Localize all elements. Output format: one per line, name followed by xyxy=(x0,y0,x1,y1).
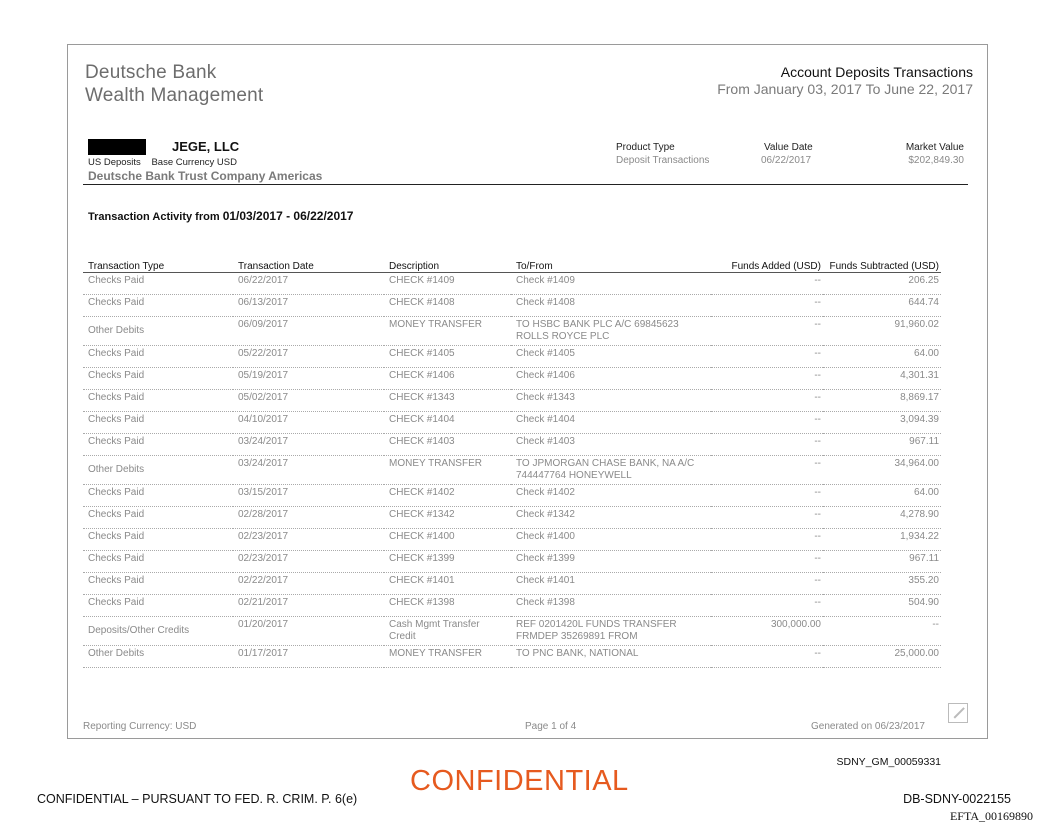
cell-transaction-date-text: 03/15/2017 xyxy=(238,487,289,498)
base-currency: Base Currency USD xyxy=(151,157,237,168)
cell-transaction-date-text: 01/20/2017 xyxy=(238,619,289,630)
cell-transaction-type xyxy=(83,368,233,390)
product-type-label: Product Type xyxy=(616,142,675,153)
cell-funds-subtracted xyxy=(823,529,941,551)
cell-transaction-type xyxy=(83,595,233,617)
cell-to-from xyxy=(511,573,711,595)
cell-transaction-type-text: Checks Paid xyxy=(88,414,145,425)
cell-description-text: CHECK #1409 xyxy=(389,275,455,286)
cell-funds-added-text: -- xyxy=(814,414,821,425)
table-row xyxy=(83,412,941,434)
activity-heading-label: Transaction Activity from xyxy=(88,211,223,223)
activity-heading xyxy=(88,209,353,223)
cell-funds-subtracted-text: 34,964.00 xyxy=(894,458,939,469)
cell-funds-added-text: -- xyxy=(814,348,821,359)
report-date-range: From January 03, 2017 To June 22, 2017 xyxy=(717,81,973,97)
cell-transaction-type xyxy=(83,456,233,485)
cell-transaction-type-text: Checks Paid xyxy=(88,392,145,403)
cell-description-text: Cash Mgmt Transfer xyxy=(389,619,480,630)
cell-funds-added xyxy=(711,346,823,368)
cell-transaction-type-text: Other Debits xyxy=(88,325,145,336)
table-row xyxy=(83,507,941,529)
cell-transaction-date-text: 04/10/2017 xyxy=(238,414,289,425)
transactions-body xyxy=(83,273,941,668)
cell-description xyxy=(384,617,511,646)
cell-transaction-date xyxy=(233,273,384,295)
cell-description xyxy=(384,551,511,573)
cell-funds-added xyxy=(711,317,823,346)
market-value-value: $202,849.30 xyxy=(908,155,964,166)
cell-to-from xyxy=(511,412,711,434)
cell-funds-subtracted xyxy=(823,368,941,390)
column-header-date: Transaction Date xyxy=(233,255,384,273)
cell-to-from-text: TO HSBC BANK PLC A/C 69845623 xyxy=(516,319,679,330)
cell-funds-subtracted xyxy=(823,317,941,346)
cell-transaction-type-text: Checks Paid xyxy=(88,509,145,520)
cell-to-from xyxy=(511,529,711,551)
cell-description-text: CHECK #1404 xyxy=(389,414,455,425)
cell-funds-added-text: -- xyxy=(814,509,821,520)
table-row xyxy=(83,456,941,485)
cell-funds-subtracted xyxy=(823,617,941,646)
cell-transaction-date-text: 05/02/2017 xyxy=(238,392,289,403)
cell-funds-subtracted xyxy=(823,485,941,507)
cell-transaction-date-text: 06/09/2017 xyxy=(238,319,289,330)
cell-funds-added-text: -- xyxy=(814,436,821,447)
cell-to-from xyxy=(511,485,711,507)
cell-transaction-date xyxy=(233,617,384,646)
cell-description-text: CHECK #1402 xyxy=(389,487,455,498)
cell-to-from-text: Check #1342 xyxy=(516,509,575,520)
cell-transaction-type-text: Checks Paid xyxy=(88,297,145,308)
cell-to-from xyxy=(511,595,711,617)
cell-to-from-text: Check #1404 xyxy=(516,414,575,425)
header-divider xyxy=(83,184,968,185)
cell-funds-subtracted-text: 504.90 xyxy=(908,597,939,608)
cell-description xyxy=(384,273,511,295)
cell-to-from-text-line2: ROLLS ROYCE PLC xyxy=(516,331,610,342)
cell-funds-added-text: -- xyxy=(814,458,821,469)
table-row xyxy=(83,273,941,295)
page-number: Page 1 of 4 xyxy=(525,721,577,732)
cell-description xyxy=(384,507,511,529)
product-type-value: Deposit Transactions xyxy=(616,155,710,166)
cell-to-from xyxy=(511,551,711,573)
cell-funds-subtracted xyxy=(823,295,941,317)
cell-transaction-type xyxy=(83,390,233,412)
cell-funds-subtracted xyxy=(823,346,941,368)
cell-transaction-date-text: 03/24/2017 xyxy=(238,436,289,447)
cell-description xyxy=(384,529,511,551)
cell-description-text: MONEY TRANSFER xyxy=(389,458,482,469)
cell-description-text: CHECK #1400 xyxy=(389,531,455,542)
bates-number-db: DB-SDNY-0022155 xyxy=(903,792,1011,806)
column-header-description: Description xyxy=(384,255,511,273)
cell-transaction-type-text: Checks Paid xyxy=(88,487,145,498)
cell-description-text: CHECK #1342 xyxy=(389,509,455,520)
cell-transaction-type-text: Checks Paid xyxy=(88,275,145,286)
cell-transaction-type-text: Checks Paid xyxy=(88,531,145,542)
cell-transaction-type xyxy=(83,617,233,646)
cell-description xyxy=(384,412,511,434)
cell-to-from xyxy=(511,456,711,485)
cell-transaction-type xyxy=(83,434,233,456)
bank-name-line1: Deutsche Bank xyxy=(85,62,217,83)
cell-to-from-text: Check #1409 xyxy=(516,275,575,286)
cell-transaction-date xyxy=(233,507,384,529)
cell-transaction-date xyxy=(233,346,384,368)
cell-description-text: CHECK #1398 xyxy=(389,597,455,608)
cell-transaction-type-text: Other Debits xyxy=(88,648,145,659)
cell-funds-subtracted xyxy=(823,434,941,456)
cell-transaction-type-text: Checks Paid xyxy=(88,597,145,608)
cell-transaction-date-text: 03/24/2017 xyxy=(238,458,289,469)
cell-transaction-type-text: Deposits/Other Credits xyxy=(88,625,190,636)
cell-transaction-type-text: Checks Paid xyxy=(88,553,145,564)
cell-description-text-line2: Credit xyxy=(389,631,416,642)
cell-transaction-type xyxy=(83,573,233,595)
cell-funds-added-text: -- xyxy=(814,319,821,330)
bank-name-line2: Wealth Management xyxy=(85,85,264,106)
cell-funds-added-text: -- xyxy=(814,275,821,286)
cell-funds-added xyxy=(711,434,823,456)
cell-to-from-text-line2: FRMDEP 35269891 FROM xyxy=(516,631,638,642)
table-row xyxy=(83,595,941,617)
cell-to-from-text-line2: 744447764 HONEYWELL xyxy=(516,470,632,481)
cell-funds-subtracted-text: 64.00 xyxy=(913,487,939,498)
cell-funds-subtracted xyxy=(823,412,941,434)
cell-funds-added-text: -- xyxy=(814,370,821,381)
cell-funds-added-text: 300,000.00 xyxy=(770,619,821,630)
cell-transaction-date-text: 06/22/2017 xyxy=(238,275,289,286)
cell-description xyxy=(384,368,511,390)
cell-description xyxy=(384,317,511,346)
cell-funds-subtracted-text: 25,000.00 xyxy=(894,648,939,659)
cell-to-from xyxy=(511,646,711,668)
bank-logo-text xyxy=(85,61,263,107)
transactions-table xyxy=(83,255,941,668)
cell-transaction-date xyxy=(233,551,384,573)
cell-to-from xyxy=(511,434,711,456)
table-row xyxy=(83,529,941,551)
cell-description xyxy=(384,646,511,668)
cell-description xyxy=(384,295,511,317)
cell-transaction-date xyxy=(233,456,384,485)
cell-transaction-date-text: 01/17/2017 xyxy=(238,648,289,659)
cell-transaction-date-text: 05/22/2017 xyxy=(238,348,289,359)
cell-funds-added xyxy=(711,390,823,412)
cell-description xyxy=(384,346,511,368)
cell-transaction-type xyxy=(83,646,233,668)
cell-funds-added-text: -- xyxy=(814,648,821,659)
table-row xyxy=(83,317,941,346)
cell-transaction-date xyxy=(233,317,384,346)
cell-transaction-date xyxy=(233,368,384,390)
cell-to-from-text: Check #1398 xyxy=(516,597,575,608)
redaction-block xyxy=(88,139,146,155)
table-row xyxy=(83,346,941,368)
cell-funds-subtracted xyxy=(823,573,941,595)
cell-description-text: CHECK #1403 xyxy=(389,436,455,447)
cell-description-text: CHECK #1405 xyxy=(389,348,455,359)
cell-transaction-date-text: 02/23/2017 xyxy=(238,531,289,542)
cell-transaction-date xyxy=(233,485,384,507)
cell-funds-added xyxy=(711,507,823,529)
cell-description-text: CHECK #1408 xyxy=(389,297,455,308)
table-header-row xyxy=(83,255,941,273)
account-info-line xyxy=(88,157,245,168)
cell-description xyxy=(384,573,511,595)
cell-funds-subtracted xyxy=(823,507,941,529)
cell-to-from xyxy=(511,295,711,317)
cell-to-from-text: Check #1408 xyxy=(516,297,575,308)
cell-funds-added-text: -- xyxy=(814,531,821,542)
confidential-stamp: CONFIDENTIAL xyxy=(410,765,629,797)
deutsche-bank-logo-icon xyxy=(948,703,968,723)
efta-number: EFTA_00169890 xyxy=(949,809,1033,823)
cell-transaction-type-text: Other Debits xyxy=(88,464,145,475)
institution-name: Deutsche Bank Trust Company Americas xyxy=(88,169,323,183)
column-header-tofrom: To/From xyxy=(511,255,711,273)
cell-to-from xyxy=(511,617,711,646)
cell-funds-subtracted-text: 206.25 xyxy=(908,275,939,286)
cell-transaction-date xyxy=(233,412,384,434)
cell-transaction-type xyxy=(83,273,233,295)
generated-date: Generated on 06/23/2017 xyxy=(811,721,925,732)
cell-funds-added xyxy=(711,456,823,485)
activity-heading-range: 01/03/2017 - 06/22/2017 xyxy=(222,209,354,223)
cell-to-from-text: Check #1400 xyxy=(516,531,575,542)
cell-funds-subtracted xyxy=(823,456,941,485)
cell-funds-subtracted-text: 8,869.17 xyxy=(900,392,939,403)
cell-funds-subtracted-text: 355.20 xyxy=(908,575,939,586)
table-row xyxy=(83,390,941,412)
client-name: JEGE, LLC xyxy=(172,139,240,154)
cell-transaction-date-text: 02/28/2017 xyxy=(238,509,289,520)
column-header-type: Transaction Type xyxy=(83,255,233,273)
cell-funds-added xyxy=(711,573,823,595)
cell-transaction-date-text: 02/21/2017 xyxy=(238,597,289,608)
cell-funds-subtracted-text: 64.00 xyxy=(913,348,939,359)
table-row xyxy=(83,551,941,573)
cell-funds-subtracted-text: 1,934.22 xyxy=(900,531,939,542)
cell-transaction-type xyxy=(83,529,233,551)
cell-funds-added xyxy=(711,551,823,573)
market-value-label: Market Value xyxy=(905,142,964,153)
deposit-type: US Deposits xyxy=(88,157,141,168)
cell-funds-added xyxy=(711,529,823,551)
cell-to-from-text: Check #1406 xyxy=(516,370,575,381)
cell-to-from-text: Check #1401 xyxy=(516,575,575,586)
cell-funds-added-text: -- xyxy=(814,575,821,586)
report-title: Account Deposits Transactions xyxy=(780,64,973,80)
cell-transaction-type xyxy=(83,485,233,507)
cell-to-from-text: Check #1399 xyxy=(516,553,575,564)
cell-funds-added-text: -- xyxy=(814,392,821,403)
cell-transaction-date xyxy=(233,573,384,595)
cell-to-from-text: TO PNC BANK, NATIONAL xyxy=(516,648,639,659)
cell-transaction-date-text: 02/23/2017 xyxy=(238,553,289,564)
cell-description xyxy=(384,485,511,507)
cell-transaction-type-text: Checks Paid xyxy=(88,348,145,359)
cell-funds-subtracted xyxy=(823,646,941,668)
table-row xyxy=(83,617,941,646)
cell-funds-subtracted-text: 91,960.02 xyxy=(894,319,939,330)
cell-funds-added-text: -- xyxy=(814,487,821,498)
cell-funds-added xyxy=(711,646,823,668)
cell-transaction-type xyxy=(83,346,233,368)
cell-transaction-type-text: Checks Paid xyxy=(88,436,145,447)
cell-funds-added xyxy=(711,368,823,390)
cell-transaction-type xyxy=(83,412,233,434)
column-header-funds-added: Funds Added (USD) xyxy=(711,255,823,273)
value-date-value: 06/22/2017 xyxy=(761,155,812,166)
cell-description-text: MONEY TRANSFER xyxy=(389,319,482,330)
cell-funds-added-text: -- xyxy=(814,553,821,564)
cell-transaction-date xyxy=(233,646,384,668)
cell-transaction-type-text: Checks Paid xyxy=(88,370,145,381)
cell-to-from-text: Check #1405 xyxy=(516,348,575,359)
cell-description xyxy=(384,434,511,456)
cell-funds-added xyxy=(711,617,823,646)
cell-to-from-text: TO JPMORGAN CHASE BANK, NA A/C xyxy=(516,458,695,469)
cell-to-from-text: REF 0201420L FUNDS TRANSFER xyxy=(516,619,677,630)
cell-transaction-date-text: 05/19/2017 xyxy=(238,370,289,381)
reporting-currency: Reporting Currency: USD xyxy=(83,721,197,732)
cell-funds-subtracted-text: 967.11 xyxy=(909,436,939,447)
table-row xyxy=(83,646,941,668)
table-row xyxy=(83,434,941,456)
table-row xyxy=(83,368,941,390)
cell-description xyxy=(384,595,511,617)
cell-transaction-type xyxy=(83,507,233,529)
cell-transaction-date-text: 02/22/2017 xyxy=(238,575,289,586)
cell-description-text: CHECK #1343 xyxy=(389,392,455,403)
cell-transaction-type xyxy=(83,295,233,317)
cell-to-from xyxy=(511,390,711,412)
cell-to-from xyxy=(511,368,711,390)
column-header-funds-subtracted: Funds Subtracted (USD) xyxy=(823,255,941,273)
bates-number-top: SDNY_GM_00059331 xyxy=(836,756,941,768)
cell-to-from xyxy=(511,273,711,295)
table-row xyxy=(83,295,941,317)
cell-description xyxy=(384,456,511,485)
cell-funds-added-text: -- xyxy=(814,597,821,608)
cell-funds-subtracted-text: -- xyxy=(932,619,939,630)
cell-transaction-date xyxy=(233,529,384,551)
cell-transaction-type-text: Checks Paid xyxy=(88,575,145,586)
cell-funds-subtracted xyxy=(823,273,941,295)
cell-to-from xyxy=(511,507,711,529)
cell-transaction-type xyxy=(83,551,233,573)
cell-funds-added xyxy=(711,485,823,507)
cell-description xyxy=(384,390,511,412)
cell-to-from-text: Check #1402 xyxy=(516,487,575,498)
cell-to-from-text: Check #1343 xyxy=(516,392,575,403)
confidential-notice: CONFIDENTIAL – PURSUANT TO FED. R. CRIM. P. 6(e) xyxy=(37,792,358,806)
cell-funds-subtracted xyxy=(823,551,941,573)
table-row xyxy=(83,485,941,507)
cell-funds-added xyxy=(711,273,823,295)
cell-funds-added xyxy=(711,295,823,317)
cell-transaction-date xyxy=(233,390,384,412)
cell-to-from xyxy=(511,346,711,368)
cell-funds-subtracted xyxy=(823,390,941,412)
cell-to-from xyxy=(511,317,711,346)
cell-transaction-date xyxy=(233,595,384,617)
cell-funds-added xyxy=(711,412,823,434)
cell-funds-subtracted-text: 4,278.90 xyxy=(900,509,939,520)
cell-funds-added xyxy=(711,595,823,617)
cell-funds-added-text: -- xyxy=(814,297,821,308)
cell-transaction-date-text: 06/13/2017 xyxy=(238,297,289,308)
cell-funds-subtracted-text: 3,094.39 xyxy=(900,414,939,425)
cell-to-from-text: Check #1403 xyxy=(516,436,575,447)
value-date-label: Value Date xyxy=(764,142,813,153)
table-row xyxy=(83,573,941,595)
cell-funds-subtracted-text: 644.74 xyxy=(908,297,939,308)
cell-description-text: MONEY TRANSFER xyxy=(389,648,482,659)
cell-funds-subtracted-text: 967.11 xyxy=(909,553,939,564)
cell-description-text: CHECK #1399 xyxy=(389,553,455,564)
cell-transaction-date xyxy=(233,434,384,456)
cell-transaction-date xyxy=(233,295,384,317)
cell-description-text: CHECK #1406 xyxy=(389,370,455,381)
cell-description-text: CHECK #1401 xyxy=(389,575,455,586)
cell-transaction-type xyxy=(83,317,233,346)
statement-frame xyxy=(67,44,988,739)
cell-funds-subtracted xyxy=(823,595,941,617)
cell-funds-subtracted-text: 4,301.31 xyxy=(900,370,939,381)
